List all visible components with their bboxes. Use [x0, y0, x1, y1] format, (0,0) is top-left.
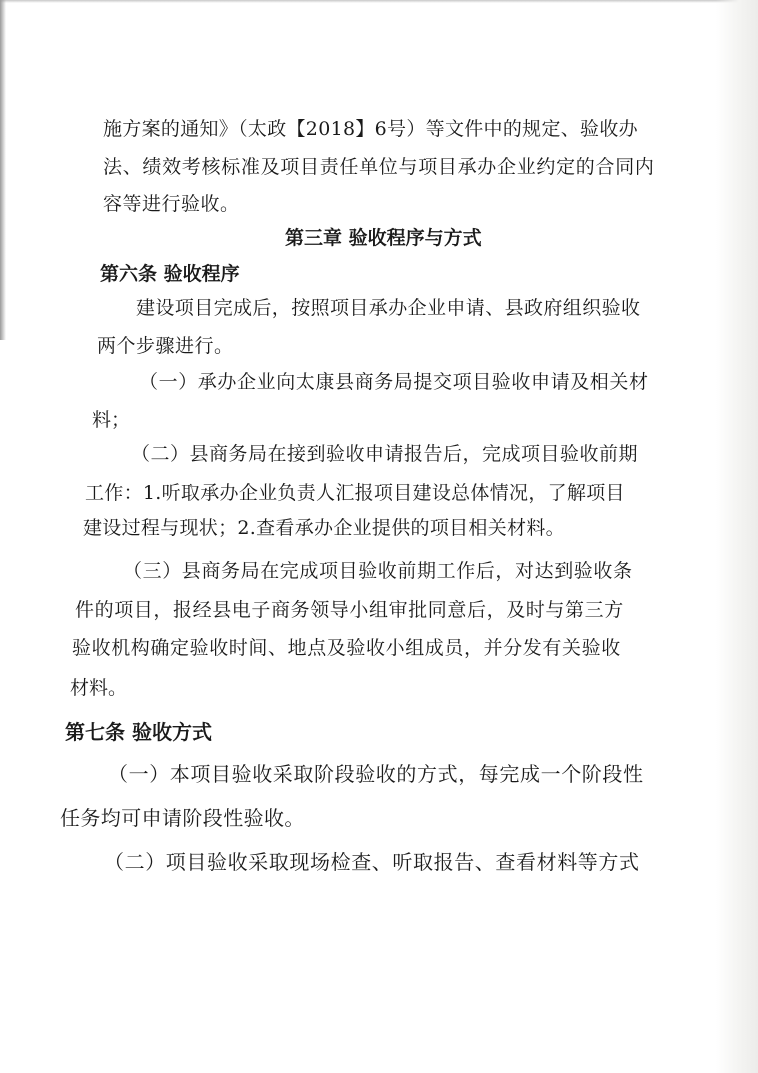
paragraph-line: （一）承办企业向太康县商务局提交项目验收申请及相关材 — [139, 371, 649, 393]
paragraph-line: 容等进行验收。 — [103, 193, 240, 215]
paragraph-line: （二）项目验收采取现场检查、听取报告、查看材料等方式 — [104, 850, 640, 874]
paragraph-line: 施方案的通知》（太政【2018】6号）等文件中的规定、验收办 — [103, 118, 638, 140]
scan-edge-right — [716, 0, 758, 1073]
paragraph-line: 件的项目，报经县电子商务领导小组审批同意后，及时与第三方 — [75, 599, 624, 621]
paragraph-line: 材料。 — [70, 677, 128, 699]
paragraph-line: 两个步骤进行。 — [97, 335, 234, 357]
paragraph-line: 任务均可申请阶段性验收。 — [60, 806, 305, 830]
paragraph-line: （一）本项目验收采取阶段验收的方式，每完成一个阶段性 — [108, 762, 644, 786]
scan-edge-top — [0, 0, 758, 3]
paragraph-line: 料； — [92, 409, 131, 431]
paragraph-line: 验收机构确定验收时间、地点及验收小组成员，并分发有关验收 — [72, 637, 621, 659]
scan-edge-left — [0, 0, 6, 340]
paragraph-line: 建设过程与现状；2.查看承办企业提供的项目相关材料。 — [83, 517, 565, 539]
paragraph-line: （二）县商务局在接到验收申请报告后，完成项目验收前期 — [131, 443, 639, 465]
article-7-heading: 第七条 验收方式 — [65, 720, 212, 744]
chapter-heading: 第三章 验收程序与方式 — [285, 227, 482, 249]
article-6-heading: 第六条 验收程序 — [100, 263, 240, 285]
paragraph-line: 建设项目完成后，按照项目承办企业申请、县政府组织验收 — [136, 297, 641, 319]
paragraph-line: 法、绩效考核标准及项目责任单位与项目承办企业约定的合同内 — [103, 156, 655, 178]
paragraph-line: 工作：1.听取承办企业负责人汇报项目建设总体情况，了解项目 — [85, 482, 625, 504]
paragraph-line: （三）县商务局在完成项目验收前期工作后，对达到验收条 — [123, 560, 633, 582]
